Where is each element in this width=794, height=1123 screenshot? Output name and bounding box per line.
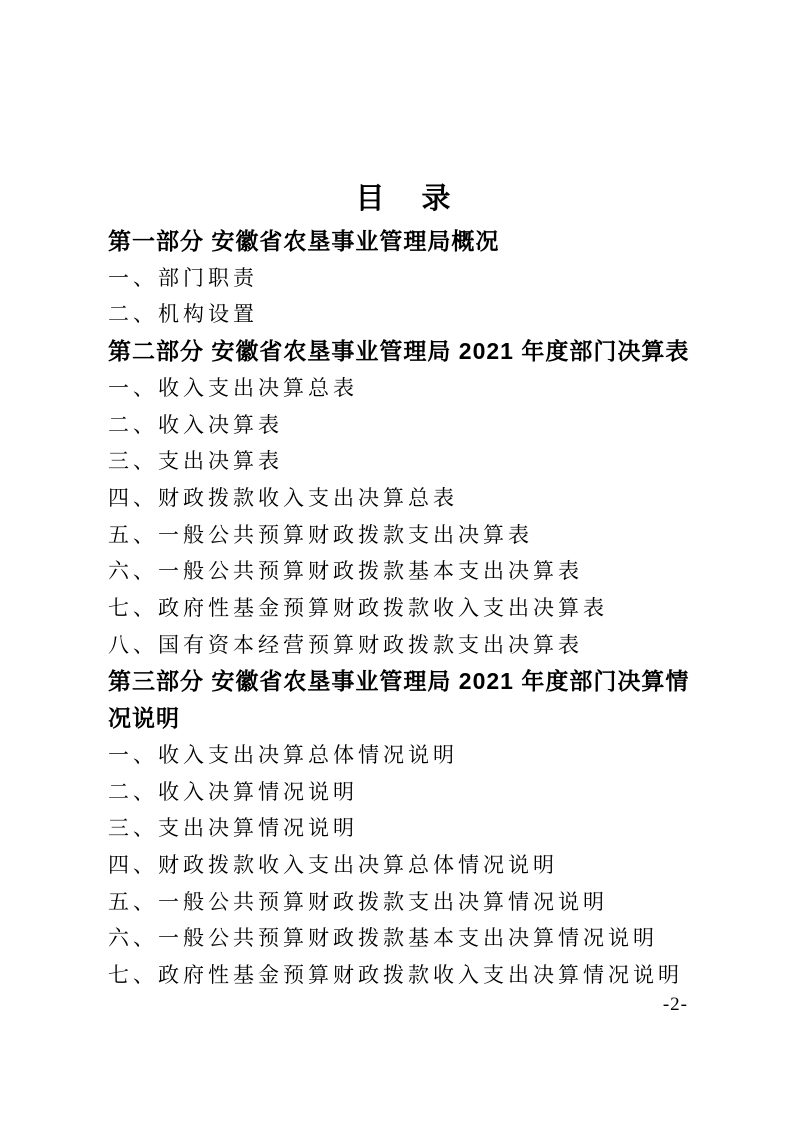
toc-item: 五、一般公共预算财政拨款支出决算情况说明 [108,889,608,914]
toc-item: 八、国有资本经营预算财政拨款支出决算表 [108,632,583,657]
toc-section-heading: 第三部分 安徽省农垦事业管理局 2021 年度部门决算情况说明 [108,668,690,732]
page-number: -2- [662,994,688,1015]
toc-item: 四、财政拨款收入支出决算总表 [108,485,458,510]
toc-item: 七、政府性基金预算财政拨款收入支出决算情况说明 [108,963,683,988]
toc-content [108,180,702,994]
toc-section-heading: 第二部分 安徽省农垦事业管理局 2021 年度部门决算表 [108,338,690,365]
toc-section-heading: 第一部分 安徽省农垦事业管理局概况 [108,228,500,254]
toc-item: 一、收入支出决算总体情况说明 [108,742,458,767]
toc-item: 二、机构设置 [108,302,258,327]
toc-item: 二、收入决算表 [108,412,283,437]
toc-item: 七、政府性基金预算财政拨款收入支出决算表 [108,596,608,621]
toc-item: 六、一般公共预算财政拨款基本支出决算表 [108,559,583,584]
toc-item: 五、一般公共预算财政拨款支出决算表 [108,522,533,547]
toc-item: 一、部门职责 [108,265,258,290]
toc-item: 一、收入支出决算总表 [108,375,358,400]
toc-item: 六、一般公共预算财政拨款基本支出决算情况说明 [108,926,658,951]
toc-item: 二、收入决算情况说明 [108,779,358,804]
page-title: 目 录 [355,183,455,215]
toc-item: 四、财政拨款收入支出决算总体情况说明 [108,852,558,877]
toc-item: 三、支出决算表 [108,449,283,474]
toc-item: 三、支出决算情况说明 [108,816,358,841]
